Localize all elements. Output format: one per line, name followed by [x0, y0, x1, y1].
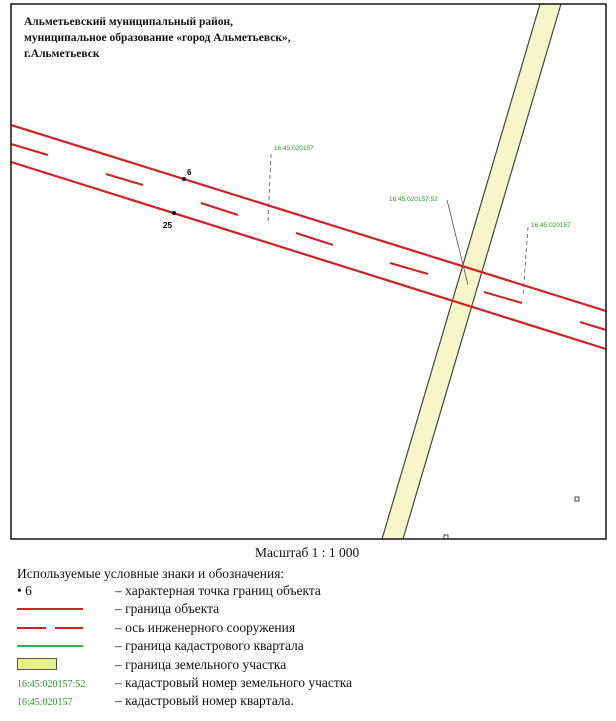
land-plot-strip	[382, 4, 561, 539]
point-symbol	[17, 582, 83, 600]
point-label-6: 6	[187, 168, 192, 177]
yellow-box-icon	[17, 658, 57, 670]
legend-item-engineering-axis	[0, 619, 616, 637]
cadastral-block-label: 16:45:020157	[274, 145, 314, 152]
red-dash-icon	[55, 627, 83, 629]
green-line-symbol	[17, 637, 83, 655]
legend-item-plot-cadastral-number	[0, 674, 616, 692]
boundary-point-6[interactable]	[182, 177, 186, 181]
legend-title: Используемые условные знаки и обозначения:	[17, 566, 285, 581]
block-code-symbol	[17, 692, 107, 710]
plot-code-text: 16:45:020157:52	[17, 679, 86, 690]
green-line-icon	[17, 645, 83, 647]
legend-description: – кадастровый номер квартала.	[115, 693, 294, 708]
legend-description: – характерная точка границ объекта	[115, 583, 321, 598]
point-label-25: 25	[163, 221, 172, 230]
header-line-municipality: муниципальное образование «город Альметьевск»,	[24, 32, 291, 44]
legend-description: – граница кадастрового квартала	[115, 638, 304, 653]
cadastral-plot-label: 16:45:020157:52	[389, 196, 438, 203]
yellow-box-symbol	[17, 656, 83, 674]
leader-line-block-1	[268, 154, 271, 223]
legend-item-object-boundary	[0, 600, 616, 618]
legend-description: – ось инженерного сооружения	[115, 620, 296, 635]
red-dashed-line-symbol	[17, 619, 83, 637]
red-dash-icon	[17, 627, 46, 629]
boundary-point-25[interactable]	[172, 211, 176, 215]
legend-item-point	[0, 582, 616, 600]
location-header	[24, 14, 291, 62]
legend-description: – граница объекта	[115, 601, 220, 616]
legend-description: – кадастровый номер земельного участка	[115, 675, 353, 690]
land-plot-boundary-left	[382, 4, 540, 539]
plot-code-symbol	[17, 674, 107, 692]
red-line-symbol	[17, 600, 83, 618]
survey-mark	[575, 497, 579, 501]
header-line-district: Альметьевский муниципальный район,	[24, 16, 234, 28]
point-symbol-text: • 6	[17, 583, 32, 598]
leader-line-plot	[447, 200, 468, 285]
legend-item-land-plot-boundary	[0, 656, 616, 674]
legend-description: – граница земельного участка	[115, 657, 287, 672]
block-code-text: 16:45:020157	[17, 697, 73, 708]
object-boundary-lower	[11, 162, 606, 349]
scale-label: Масштаб 1 : 1 000	[255, 545, 360, 560]
engineering-axis	[11, 144, 606, 330]
header-line-city: г.Альметьевск	[24, 48, 100, 60]
red-line-icon	[17, 608, 83, 610]
legend-item-cadastral-block-boundary	[0, 637, 616, 655]
cadastral-block-label-2: 16:45:020157	[531, 222, 571, 229]
legend-item-block-cadastral-number	[0, 692, 616, 710]
